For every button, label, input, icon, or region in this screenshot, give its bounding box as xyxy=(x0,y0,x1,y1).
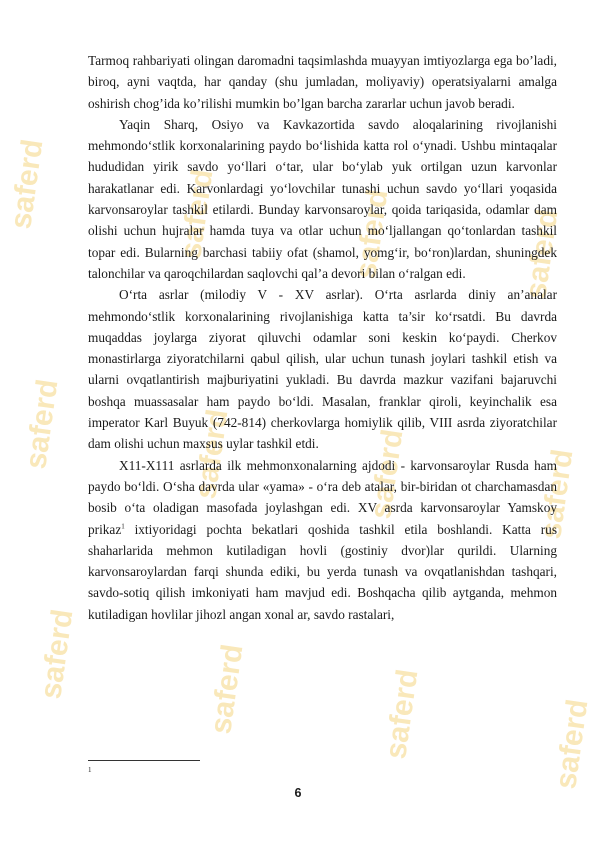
watermark-text: saferd xyxy=(364,427,410,521)
paragraph-3: O‘rta asrlar (milodiy V - XV asrlar). O‘rta asrlarda diniy an’analar mehmondo‘stlik korxonalarining rivojlanishiga katta ta’sir ko‘rsatdi. Bu davrda muqaddas joylarga ziyorat qiluvchi odamlar soni keskin ko‘paydi. Cherkov monastirlarga ziyoratchilarni qabul qilish, ular uchun tunash joylari tashkil etish va ularni ovqatlantirish majburiyatini yukladi. Bu davrda mazkur vazifani bajaruvchi boshqa muassasalar ham paydo bo‘ldi. Masalan, franklar qiroli, keyinchalik esa imperator Karl Buyuk (742-814) cherkovlarga homiylik qilib, VIII asrda ziyoratchilar dam olishi uchun maxsus uylar tashkil etdi. xyxy=(88,287,557,452)
watermark-text: saferd xyxy=(34,607,80,701)
footnote-reference[interactable]: 1 xyxy=(121,522,125,531)
body-text xyxy=(88,50,557,625)
watermark-text: saferd xyxy=(189,407,235,501)
paragraph-1: Tarmoq rahbariyati olingan daromadni taqsimlashda muayyan imtiyozlarga ega bo’ladi, biroq, ayni vaqtda, har qanday (shu jumladan, moliyaviy) operatsiyalarni amalga oshirish chog’ida ko’rilishi mumkin bo’lgan barcha zararlar uchun javob beradi. xyxy=(88,53,557,111)
footnote-mark: 1 xyxy=(88,766,92,774)
watermark-text: saferd xyxy=(174,167,220,261)
watermark-text: saferd xyxy=(4,137,50,231)
paragraph-4-part-1: X11-X111 asrlarda ilk mehmonxonalarning ajdodi - karvonsaroylar Rusda ham paydo bo‘ldi. O‘sha davrda ular «yama» - o‘ra deb atalar, bir-biridan ot charchamasdan bosib o‘ta oladigan masofada joylashgan edi. XV asrda karvonsaroylar Yamskoy prikaz xyxy=(88,457,557,537)
watermark-text: saferd xyxy=(379,667,425,761)
paragraph-4 xyxy=(88,455,557,625)
watermark-text: saferd xyxy=(349,187,395,281)
watermark-text: saferd xyxy=(19,377,65,471)
watermark-text: saferd xyxy=(534,447,580,541)
paragraph-2: Yaqin Sharq, Osiyo va Kavkazortida savdo aloqalarining rivojlanishi mehmondo‘stlik korxonalarining paydo bo‘lishida katta rol o‘ynadi. Ushbu mintaqalar hududidan yirik savdo yo‘llari o‘tar, ular bo‘ylab yuk ortilgan uzun karvonlar harakatlanar edi. Karvonlardagi yo‘lovchilar tunashi uchun savdo yo‘llari yoqasida karvonsaroylar tashkil etilardi. Bunday karvonsaroylar, qoida tariqasida, odamlar dam olishi uchun hujralar hamda tuya va otlar uchun mo‘ljallangan qo‘tonlardan tashkil topar edi. Bularning barchasi tabiiy ofat (shamol, yomg‘ir, bo‘ron)lardan, shuningdek talonchilar va qaroqchilardan saqlovchi qal’a devori bilan o‘ralgan edi. xyxy=(88,116,557,281)
page-number: 6 xyxy=(294,786,302,800)
watermark-text: saferd xyxy=(549,697,595,791)
footnote-separator xyxy=(88,760,200,761)
watermark-text: saferd xyxy=(204,642,250,736)
watermark-text: saferd xyxy=(519,207,565,301)
paragraph-4-part-2: ixtiyoridagi pochta bekatlari qoshida tashkil etila boshlandi. Katta rus shaharlarida mehmon kutiladigan hovli (gostiniy dvor)lar qurildi. Ularning karvonsaroylardan farqi shunda ediki, bu yerda tunash va ovqatlanishdan tashqari, savdo-sotiq qilish imkoniyati ham mavjud edi. Boshqacha qilib aytganda, mehmon kutiladigan hovlilar jihozl angan xonal ar, savdo rastalari, xyxy=(88,521,557,622)
